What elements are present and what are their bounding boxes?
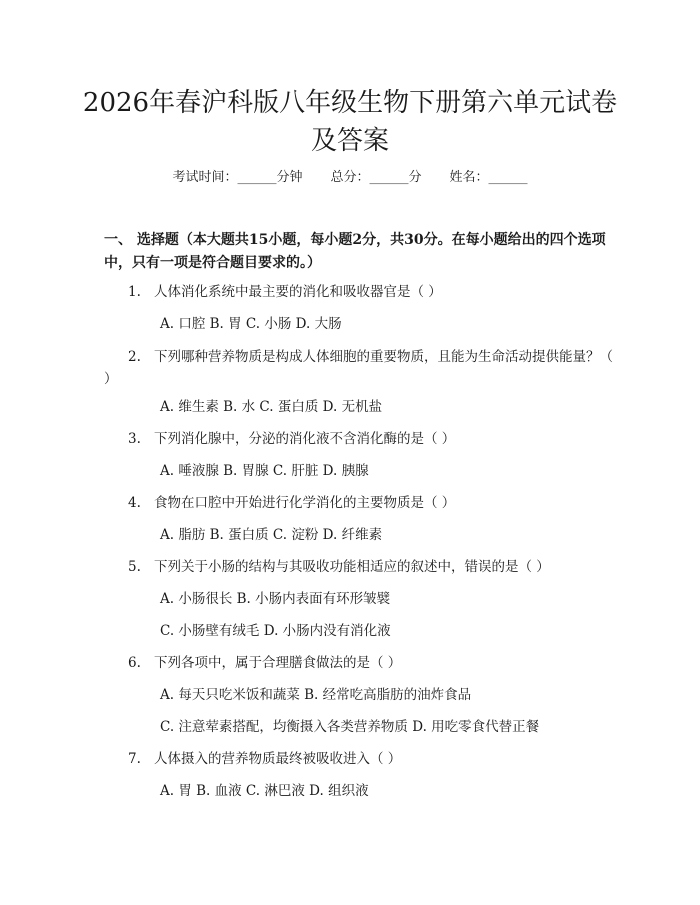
question-7 xyxy=(104,748,614,770)
question-number: 6. xyxy=(128,655,141,671)
question-text: 人体消化系统中最主要的消化和吸收器官是（ ） xyxy=(154,284,442,300)
question-6-options-a: A. 每天只吃米饭和蔬菜 B. 经常吃高脂肪的油炸食品 xyxy=(160,687,472,703)
question-number: 2. xyxy=(128,349,141,365)
question-7-options: A. 胃 B. 血液 C. 淋巴液 D. 组织液 xyxy=(160,783,369,799)
student-name: 姓名：______ xyxy=(449,170,528,185)
question-number: 7. xyxy=(128,751,141,767)
question-1 xyxy=(104,281,614,303)
question-number: 3. xyxy=(128,431,141,447)
question-number: 5. xyxy=(128,559,141,575)
question-3 xyxy=(104,428,614,450)
exam-time: 考试时间：______分钟 xyxy=(172,170,303,185)
section-heading: 一、 选择题（本大题共15小题，每小题2分，共30分。在每小题给出的四个选项中，只有一项是符合题目要求的。） xyxy=(104,232,606,271)
question-text: 下列各项中，属于合理膳食做法的是（ ） xyxy=(154,655,402,671)
exam-info-line xyxy=(0,168,700,188)
question-text: 下列关于小肠的结构与其吸收功能相适应的叙述中，错误的是（ ） xyxy=(154,559,550,575)
question-2 xyxy=(104,346,614,390)
question-4-options: A. 脂肪 B. 蛋白质 C. 淀粉 D. 纤维素 xyxy=(160,527,383,543)
question-6 xyxy=(104,652,614,674)
question-text: 人体摄入的营养物质最终被吸收进入（ ） xyxy=(154,751,402,767)
question-text: 下列消化腺中，分泌的消化液不含消化酶的是（ ） xyxy=(154,431,456,447)
question-number: 1. xyxy=(128,284,141,300)
question-2-options: A. 维生素 B. 水 C. 蛋白质 D. 无机盐 xyxy=(160,399,383,415)
question-4 xyxy=(104,492,614,514)
question-5 xyxy=(104,556,614,578)
question-5-options-b: C. 小肠壁有绒毛 D. 小肠内没有消化液 xyxy=(160,623,391,639)
question-6-options-b: C. 注意荤素搭配，均衡摄入各类营养物质 D. 用吃零食代替正餐 xyxy=(160,719,540,735)
question-text: 下列哪种营养物质是构成人体细胞的重要物质，且能为生命活动提供能量？（ ） xyxy=(104,349,613,387)
question-3-options: A. 唾液腺 B. 胃腺 C. 肝脏 D. 胰腺 xyxy=(160,463,369,479)
total-score: 总分：______分 xyxy=(330,170,422,185)
question-1-options: A. 口腔 B. 胃 C. 小肠 D. 大肠 xyxy=(160,316,342,332)
question-5-options-a: A. 小肠很长 B. 小肠内表面有环形皱襞 xyxy=(160,591,391,607)
question-number: 4. xyxy=(128,495,141,511)
question-text: 食物在口腔中开始进行化学消化的主要物质是（ ） xyxy=(154,495,456,511)
document-title: 2026年春沪科版八年级生物下册第六单元试卷及答案 xyxy=(82,88,618,156)
